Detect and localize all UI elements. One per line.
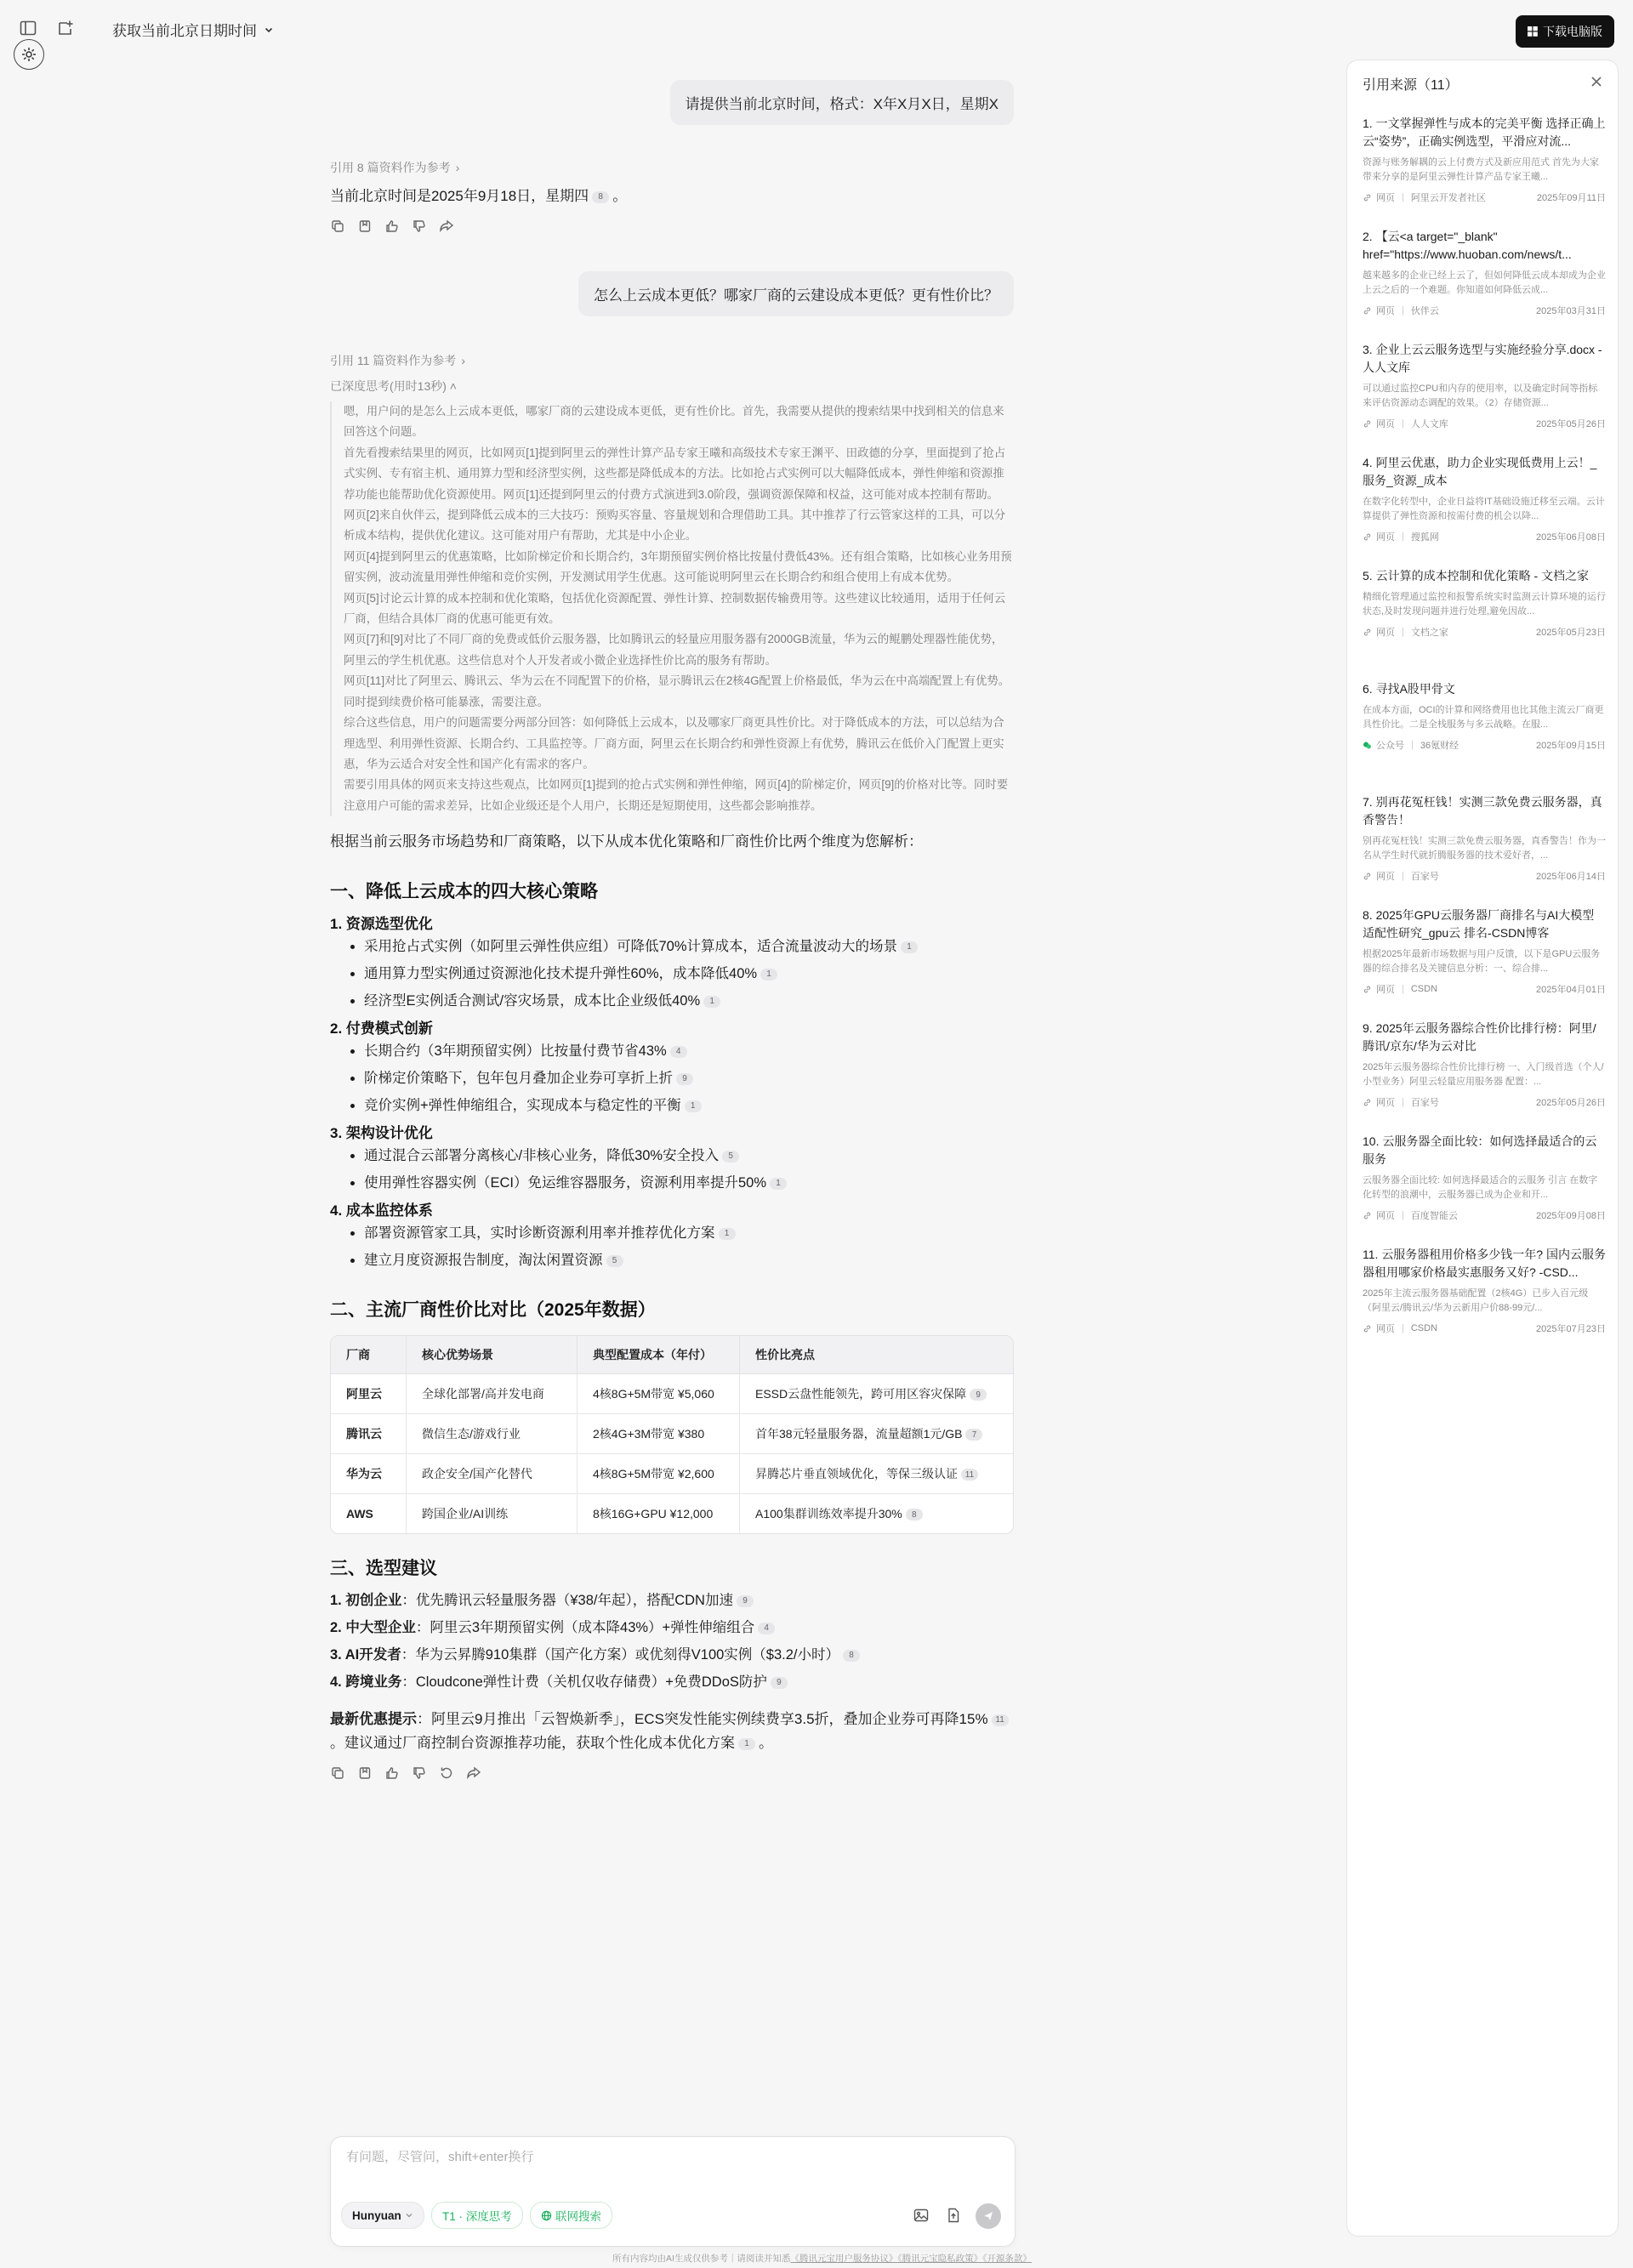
source-item[interactable]: [1363, 680, 1606, 793]
assistant-message: [330, 185, 1014, 208]
regenerate-icon[interactable]: [439, 1765, 454, 1781]
cost-cell: 4核8G+5M带宽 ¥2,600: [578, 1454, 740, 1494]
source-type: 网页: [1376, 193, 1395, 203]
table-row: [331, 1454, 1013, 1494]
list-item-text: 采用抢占式实例（如阿里云弹性供应组）可降低70%计算成本，适合流量波动大的场景: [364, 939, 898, 955]
deep-think-chip-label: T1 · 深度思考: [442, 2210, 512, 2223]
suggestion-label: 1. 初创企业: [330, 1593, 402, 1609]
source-site: CSDN: [1410, 1323, 1438, 1333]
source-site: CSDN: [1410, 984, 1438, 994]
source-item[interactable]: [1363, 567, 1606, 680]
link-icon: [1363, 1211, 1376, 1220]
source-snippet: 2025年主流云服务器基础配置（2核4G）已步入百元级（阿里云/腾讯云/华为云新用户价88-99元/...: [1363, 1288, 1589, 1313]
source-site: 伙伴云: [1410, 306, 1439, 316]
chevron-down-icon: [264, 25, 274, 35]
service-agreement-link[interactable]: 《腾讯元宝用户服务协议》: [790, 2254, 898, 2264]
deep-think-toggle[interactable]: [330, 378, 1014, 395]
message-composer: [330, 2136, 1016, 2247]
strategy-list: [330, 912, 1014, 1274]
vendor-cell: AWS: [331, 1494, 407, 1533]
citation-badge[interactable]: 9: [771, 1677, 788, 1689]
list-item-text: 建立月度资源报告制度，淘汰闲置资源: [364, 1253, 603, 1269]
conversation-title-dropdown[interactable]: [112, 19, 274, 40]
list-item: [330, 1641, 1014, 1668]
answer-end: 。: [612, 188, 628, 204]
citation-badge[interactable]: 5: [722, 1151, 739, 1162]
message-input[interactable]: [344, 2149, 994, 2165]
source-item[interactable]: [1363, 907, 1606, 1020]
source-meta: 网页 | 阿里云开发者社区 2025年09月11日: [1363, 190, 1606, 204]
source-date: 2025年09月08日: [1536, 1211, 1606, 1221]
sources-panel: [1346, 60, 1619, 2237]
citation-badge[interactable]: 9: [737, 1595, 754, 1607]
source-date: 2025年06月08日: [1536, 532, 1606, 543]
source-item[interactable]: [1363, 793, 1606, 907]
suggestion-label: 3. AI开发者: [330, 1647, 401, 1663]
thinking-paragraph: 网页[11]对比了阿里云、腾讯云、华为云在不同配置下的价格，显示腾讯云在2核4G配置上价格最低，华为云在中高端配置上有优势。同时提到续费价格可能暴涨，需要注意。: [344, 674, 1010, 708]
message-actions: [330, 1765, 1014, 1781]
message-actions: [330, 219, 1014, 234]
cost-cell: 4核8G+5M带宽 ¥5,060: [578, 1374, 740, 1414]
suggestion-text: ：优先腾讯云轻量服务器（¥38/年起），搭配CDN加速: [401, 1593, 733, 1609]
list-item-text: 通用算力型实例通过资源池化技术提升弹性60%，成本降低40%: [364, 966, 758, 982]
bullet-list: [330, 1142, 1014, 1197]
citation-badge[interactable]: 1: [901, 941, 918, 953]
suggestion-label: 4. 跨境业务: [330, 1674, 402, 1691]
source-type: 网页: [1376, 1098, 1395, 1108]
list-item-text: 使用弹性容器实例（ECI）免运维容器服务，资源利用率提升50%: [364, 1175, 767, 1191]
source-item[interactable]: [1363, 1020, 1606, 1133]
open-source-terms-link[interactable]: 《开源条款》: [982, 2254, 1032, 2264]
citation-badge[interactable]: 5: [606, 1255, 623, 1267]
source-date: 2025年05月26日: [1536, 1098, 1606, 1108]
promo-tip: [330, 1708, 1014, 1755]
source-snippet: 2025年云服务器综合性价比排行榜 一、入门级首选（个人/小型业务）阿里云轻量应用服务器 配置：...: [1363, 1062, 1604, 1087]
bullet-list: [330, 1037, 1014, 1119]
list-item: [364, 1169, 1014, 1197]
section-heading: 二、主流厂商性价比对比（2025年数据）: [330, 1300, 656, 1321]
cost-cell: 2核4G+3M带宽 ¥380: [578, 1414, 740, 1454]
web-search-label: 联网搜索: [555, 2210, 601, 2223]
source-site: 阿里云开发者社区: [1410, 193, 1486, 203]
chevron-right-icon: ›: [461, 354, 465, 367]
bookmark-icon[interactable]: [357, 1765, 373, 1781]
citation-badge[interactable]: 8: [592, 191, 609, 203]
strategy-heading: 3. 架构设计优化: [330, 1125, 433, 1142]
scene-cell: 微信生态/游戏行业: [407, 1414, 578, 1454]
source-snippet: 资源与账务解耦的云上付费方式及新应用范式 首先为大家带来分享的是阿里云弹性计算产品专家王曦...: [1363, 157, 1600, 182]
source-meta: 网页 | 文档之家 2025年05月23日: [1363, 625, 1606, 639]
citation-badge[interactable]: 7: [965, 1429, 982, 1441]
suggestion-text: ：Cloudcone弹性计费（关机仅收存储费）+免费DDoS防护: [401, 1674, 767, 1691]
list-item-text: 部署资源管家工具，实时诊断资源利用率并推荐优化方案: [364, 1225, 715, 1242]
sources-list: [1363, 115, 1606, 1359]
link-icon: [1363, 1324, 1376, 1333]
thinking-paragraph: 需要引用具体的网页来支持这些观点，比如网页[1]提到的抢占式实例和弹性伸缩，网页[4]的阶梯定价，网页[9]的价格对比等。同时要注意用户可能的需求差异，比如企业级还是个人用户，长期还是短期使用，这些都会影响推荐。: [344, 778, 1009, 812]
column-header: 厂商: [331, 1336, 407, 1374]
list-item-text: 阶梯定价策略下，包年包月叠加企业券可享折上折: [364, 1071, 673, 1087]
link-icon: [1363, 628, 1376, 637]
highlight-cell: [740, 1414, 1013, 1454]
conversation-title: 获取当前北京日期时间: [112, 23, 257, 39]
column-header: 核心优势场景: [407, 1336, 578, 1374]
citation-badge[interactable]: 8: [843, 1650, 860, 1662]
source-snippet: 越来越多的企业已经上云了，但如何降低云成本却成为企业上云之后的一个难题。你知道如何降低云成...: [1363, 270, 1606, 295]
chat-thread: [330, 60, 1014, 1781]
source-date: 2025年09月11日: [1536, 193, 1606, 203]
source-snippet: 在数字化转型中，企业日益将IT基础设施迁移至云端。云计算提供了弹性资源和按需付费的机会以降...: [1363, 497, 1605, 521]
citation-badge[interactable]: 1: [738, 1738, 755, 1750]
thinking-paragraph: 网页[5]讨论云计算的成本控制和优化策略，包括优化资源配置、弹性计算、控制数据传输费用等。这些建议比较通用，适用于任何云厂商，但结合具体厂商的优惠可能更有效。: [344, 591, 1006, 626]
source-item[interactable]: [1363, 1133, 1606, 1246]
source-item[interactable]: [1363, 1246, 1606, 1359]
citation-badge[interactable]: 8: [906, 1509, 923, 1521]
list-item: [364, 987, 1014, 1015]
scene-cell: 跨国企业/AI训练: [407, 1494, 578, 1533]
thumbs-up-icon[interactable]: [384, 219, 400, 234]
citation-badge[interactable]: 1: [703, 996, 720, 1008]
wechat-icon: [1363, 741, 1376, 750]
link-icon: [1363, 1098, 1376, 1107]
app-logo-icon[interactable]: [14, 39, 44, 70]
source-type: 网页: [1376, 985, 1395, 995]
list-item-text: 通过混合云部署分离核心/非核心业务，降低30%安全投入: [364, 1148, 720, 1164]
source-site: 人人文库: [1410, 419, 1448, 429]
source-date: 2025年07月23日: [1536, 1324, 1606, 1334]
source-meta: 网页 | 百度智能云 2025年09月08日: [1363, 1208, 1606, 1222]
suggestion-label: 2. 中大型企业: [330, 1620, 416, 1636]
highlight-cell: [740, 1374, 1013, 1414]
source-type: 公众号: [1376, 741, 1404, 751]
user-message: 请提供当前北京时间，格式：X年X月X日，星期X: [670, 80, 1014, 125]
link-icon: [1363, 306, 1376, 315]
source-snippet: 别再花冤枉钱！实测三款免费云服务器，真香警告！作为一名从学生时代就折腾服务器的技术爱好者，...: [1363, 836, 1606, 861]
references-label: 引用 11 篇资料作为参考: [330, 354, 457, 367]
vendor-cell: 腾讯云: [331, 1414, 407, 1454]
list-item: [364, 933, 1014, 960]
thinking-paragraph: 首先看搜索结果里的网页，比如网页[1]提到阿里云的弹性计算产品专家王曦和高级技术专家王渊平、田政德的分享，里面提到了抢占式实例、专有宿主机、通用算力型和经济型实例，这些都是降低成本的方法。比如抢占式实例可以大幅降低成本，弹性伸缩和资源推荐功能也能帮助优化资源使用。网页[1]还提到阿里云的付费方式演进到3.0阶段，强调资源保障和权益，这可能对成本控制有帮助。: [344, 446, 1006, 501]
chevron-right-icon: ›: [455, 161, 460, 174]
suggestion-text: ：华为云昇腾910集群（国产化方案）或优刻得V100实例（$3.2/小时）: [401, 1647, 839, 1663]
file-upload-icon[interactable]: [945, 2207, 962, 2228]
windows-icon: [1528, 26, 1538, 37]
citation-badge[interactable]: 4: [670, 1046, 687, 1058]
source-title[interactable]: 9. 2025年云服务器综合性价比排行榜：阿里/腾讯/京东/华为云对比: [1363, 1021, 1596, 1053]
source-snippet: 精细化管理通过监控和报警系统实时监测云计算环境的运行状态,及时发现问题并进行处理,避免因故...: [1363, 592, 1606, 617]
source-site: 36氪财经: [1420, 741, 1459, 751]
new-chat-icon[interactable]: [56, 19, 75, 37]
thinking-paragraph: 网页[2]来自伙伴云，提到降低云成本的三大技巧：预购买容量、容量规划和合理借助工具。其中推荐了行云管家这样的工具，可以分析成本结构，提供优化建议。这可能对用户有帮助，尤其是中小企业。: [344, 509, 1006, 543]
thinking-paragraph: 网页[4]提到阿里云的优惠策略，比如阶梯定价和长期合约，3年期预留实例价格比按量付费低43%。还有组合策略，比如核心业务用预留实例，波动流量用弹性伸缩和竞价实例，开发测试用学生优惠。这可能说明阿里云在长期合约和组合使用上有成本优势。: [344, 549, 1012, 584]
suggestion-list: [330, 1587, 1014, 1696]
source-type: 网页: [1376, 1324, 1395, 1334]
source-type: 网页: [1376, 532, 1395, 543]
section-heading: 三、选型建议: [330, 1559, 437, 1579]
source-date: 2025年04月01日: [1536, 985, 1606, 995]
top-bar: [0, 0, 1344, 60]
link-icon: [1363, 872, 1376, 881]
tip-label: 最新优惠提示: [330, 1711, 417, 1728]
model-selector[interactable]: [341, 2202, 424, 2229]
thinking-content: [330, 401, 1014, 816]
column-header: 性价比亮点: [740, 1336, 1013, 1374]
source-snippet: 根据2025年最新市场数据与用户反馈，以下是GPU云服务器的综合排名及关键信息分析：一、综合排...: [1363, 949, 1601, 974]
references-link[interactable]: [330, 316, 1014, 369]
citation-badge[interactable]: 9: [970, 1389, 987, 1401]
table-row: [331, 1374, 1013, 1414]
source-meta: 公众号 | 36氪财经 2025年09月15日: [1363, 738, 1606, 752]
list-item-text: 长期合约（3年期预留实例）比按量付费节省43%: [364, 1043, 667, 1060]
close-icon[interactable]: [1587, 72, 1606, 91]
list-item-text: 经济型E实例适合测试/容灾场景，成本比企业级低40%: [364, 993, 701, 1009]
source-snippet: 在成本方面，OCI的计算和网络费用也比其他主流云厂商更具性价比。二是全栈服务与多云战略。在服...: [1363, 705, 1604, 730]
source-title[interactable]: 8. 2025年GPU云服务器厂商排名与AI大模型适配性研究_gpu云 排名-CSDN博客: [1363, 908, 1595, 940]
deep-think-toggle-button[interactable]: [431, 2202, 523, 2229]
citation-badge[interactable]: 1: [760, 969, 777, 981]
citation-badge[interactable]: 1: [770, 1178, 787, 1190]
bullet-list: [330, 1219, 1014, 1274]
highlight-text: 昇腾芯片垂直领域优化，等保三级认证: [755, 1467, 958, 1481]
source-meta: 网页 | CSDN 2025年04月01日: [1363, 982, 1606, 996]
share-icon[interactable]: [439, 219, 454, 234]
link-icon: [1363, 193, 1376, 202]
source-site: 文档之家: [1410, 628, 1448, 638]
source-site: 百度智能云: [1410, 1211, 1458, 1221]
link-icon: [1363, 985, 1376, 994]
source-type: 网页: [1376, 1211, 1395, 1221]
vendor-cell: 华为云: [331, 1454, 407, 1494]
source-title[interactable]: 2. 【云<a target="_blank" href="https://www.huoban.com/news/t...: [1363, 230, 1572, 261]
privacy-policy-link[interactable]: 《腾讯元宝隐私政策》: [897, 2254, 983, 2264]
table-row: [331, 1414, 1013, 1454]
citation-badge[interactable]: 9: [676, 1073, 693, 1085]
source-snippet: 云服务器全面比较: 如何选择最适合的云服务 引言 在数字化转型的浪潮中，云服务器已成为企业和开...: [1363, 1175, 1598, 1200]
source-item[interactable]: [1363, 115, 1606, 228]
thumbs-up-icon[interactable]: [384, 1765, 400, 1781]
sources-header: 引用来源（11）: [1363, 78, 1459, 93]
list-item: [364, 960, 1014, 987]
highlight-text: 首年38元轻量服务器，流量超额1元/GB: [755, 1427, 963, 1441]
source-type: 网页: [1376, 419, 1395, 429]
strategy-heading: 4. 成本监控体系: [330, 1202, 433, 1219]
list-item: [330, 1668, 1014, 1696]
thinking-paragraph: 综合这些信息，用户的问题需要分两部分回答：如何降低上云成本，以及哪家厂商更具性价比。对于降低成本的方法，可以总结为合理选型、利用弹性资源、长期合约、工具监控等。厂商方面，阿里云在长期合约和弹性资源上有优势，腾讯云在低价入门配置上更实惠，华为云适合对安全性和国产化有需求的客户。: [344, 716, 1004, 770]
source-site: 搜狐网: [1410, 532, 1439, 543]
source-site: 百家号: [1410, 872, 1439, 882]
send-icon[interactable]: [976, 2203, 1001, 2229]
list-item: [330, 1614, 1014, 1641]
answer-text: 当前北京时间是2025年9月18日，星期四: [330, 188, 589, 204]
citation-badge[interactable]: 1: [719, 1228, 736, 1240]
citation-badge[interactable]: 11: [961, 1469, 978, 1481]
citation-badge[interactable]: 11: [992, 1714, 1009, 1726]
share-icon[interactable]: [466, 1765, 481, 1781]
list-item-text: 竞价实例+弹性伸缩组合，实现成本与稳定性的平衡: [364, 1098, 681, 1114]
scene-cell: 政企安全/国产化替代: [407, 1454, 578, 1494]
thumbs-down-icon[interactable]: [412, 219, 427, 234]
source-type: 网页: [1376, 872, 1395, 882]
source-meta: 网页 | 搜狐网 2025年06月08日: [1363, 530, 1606, 543]
source-date: 2025年05月26日: [1536, 419, 1606, 429]
source-title[interactable]: 11. 云服务器租用价格多少钱一年? 国内云服务器租用哪家价格最实惠服务又好? -CSD...: [1363, 1248, 1606, 1279]
source-item[interactable]: [1363, 454, 1606, 567]
source-item[interactable]: [1363, 228, 1606, 341]
tip-end: 。: [759, 1735, 773, 1752]
source-meta: 网页 | CSDN 2025年07月23日: [1363, 1322, 1606, 1335]
thinking-paragraph: 嗯，用户问的是怎么上云成本更低，哪家厂商的云建设成本更低，更有性价比。首先，我需要从提供的搜索结果中找到相关的信息来回答这个问题。: [344, 405, 1004, 439]
bookmark-icon[interactable]: [357, 219, 373, 234]
thumbs-down-icon[interactable]: [412, 1765, 427, 1781]
list-item: [364, 1065, 1014, 1092]
tip-text: ：阿里云9月推出「云智焕新季」，ECS突发性能实例续费享3.5折，叠加企业券可再降15%: [417, 1711, 988, 1728]
strategy-heading: 1. 资源选型优化: [330, 916, 433, 933]
table-row: [331, 1494, 1013, 1533]
list-item: [330, 1587, 1014, 1614]
model-label: Hunyuan: [352, 2208, 401, 2222]
source-meta: 网页 | 伙伴云 2025年03月31日: [1363, 304, 1606, 317]
highlight-cell: [740, 1454, 1013, 1494]
user-message: 怎么上云成本更低？哪家厂商的云建设成本更低？更有性价比？: [578, 271, 1014, 316]
list-item: [364, 1247, 1014, 1274]
citation-badge[interactable]: 1: [685, 1100, 702, 1112]
chevron-down-icon: [405, 2211, 413, 2220]
strategy-heading: 2. 付费模式创新: [330, 1020, 433, 1037]
scene-cell: 全球化部署/高并发电商: [407, 1374, 578, 1414]
link-icon: [1363, 532, 1376, 542]
copy-icon[interactable]: [330, 1765, 345, 1781]
source-date: 2025年06月14日: [1536, 872, 1606, 882]
sidebar-toggle-icon[interactable]: [19, 19, 37, 37]
table-header-row: [331, 1336, 1013, 1374]
suggestion-text: ：阿里云3年期预留实例（成本降43%）+弹性伸缩组合: [415, 1620, 755, 1636]
source-title[interactable]: 1. 一文掌握弹性与成本的完美平衡 选择正确上云“姿势”，正确实例选型，平滑应对流...: [1363, 117, 1606, 148]
column-header: 典型配置成本（年付）: [578, 1336, 740, 1374]
cost-cell: 8核16G+GPU ¥12,000: [578, 1494, 740, 1533]
highlight-text: A100集群训练效率提升30%: [755, 1507, 902, 1521]
highlight-text: ESSD云盘性能领先，跨可用区容灾保障: [755, 1387, 967, 1401]
source-title[interactable]: 3. 企业上云云服务选型与实施经验分享.docx - 人人文库: [1363, 343, 1602, 374]
thinking-paragraph: 网页[7]和[9]对比了不同厂商的免费或低价云服务器，比如腾讯云的轻量应用服务器有2000GB流量，华为云的鲲鹏处理器性能优势，阿里云的学生机优惠。这些信息对个人开发者或小微企业选择性价比高的服务有帮助。: [344, 633, 1004, 667]
chevron-up-icon: ˄: [449, 379, 457, 393]
source-title[interactable]: 4. 阿里云优惠，助力企业实现低费用上云！_服务_资源_成本: [1363, 456, 1597, 487]
source-meta: 网页 | 人人文库 2025年05月26日: [1363, 417, 1606, 430]
web-search-toggle[interactable]: [530, 2202, 612, 2229]
vendor-cell: 阿里云: [331, 1374, 407, 1414]
footer-disclaimer: [612, 2252, 1032, 2265]
list-item: [364, 1037, 1014, 1065]
source-title[interactable]: 5. 云计算的成本控制和优化策略 - 文档之家: [1363, 569, 1590, 583]
globe-icon: [541, 2210, 552, 2221]
section-heading: 一、降低上云成本的四大核心策略: [330, 882, 598, 902]
bullet-list: [330, 933, 1014, 1015]
image-upload-icon[interactable]: [913, 2207, 930, 2228]
copy-icon[interactable]: [330, 219, 345, 234]
citation-badge[interactable]: 4: [758, 1623, 775, 1634]
link-icon: [1363, 419, 1376, 429]
list-item: [364, 1142, 1014, 1169]
references-link[interactable]: [330, 125, 1014, 176]
source-title[interactable]: 10. 云服务器全面比较：如何选择最适合的云服务: [1363, 1134, 1597, 1166]
source-meta: 网页 | 百家号 2025年06月14日: [1363, 869, 1606, 883]
download-desktop-button[interactable]: [1516, 15, 1614, 48]
answer-intro: 根据当前云服务市场趋势和厂商策略，以下从成本优化策略和厂商性价比两个维度为您解析：: [330, 833, 923, 850]
disclaimer-text: 所有内容均由AI生成仅供参考｜请阅读并知悉: [612, 2254, 791, 2264]
source-date: 2025年05月23日: [1536, 628, 1606, 638]
source-meta: 网页 | 百家号 2025年05月26日: [1363, 1095, 1606, 1109]
references-label: 引用 8 篇资料作为参考: [330, 161, 451, 174]
list-item: [364, 1092, 1014, 1119]
source-type: 网页: [1376, 306, 1395, 316]
source-title[interactable]: 7. 别再花冤枉钱！实测三款免费云服务器，真香警告！: [1363, 795, 1602, 827]
source-site: 百家号: [1410, 1098, 1439, 1108]
source-date: 2025年03月31日: [1536, 306, 1606, 316]
tip-text: 。建议通过厂商控制台资源推荐功能，获取个性化成本优化方案: [330, 1735, 735, 1752]
source-item[interactable]: [1363, 341, 1606, 454]
source-date: 2025年09月15日: [1536, 741, 1606, 751]
deep-think-label: 已深度思考(用时13秒): [330, 379, 447, 393]
download-label: 下载电脑版: [1543, 25, 1602, 38]
source-type: 网页: [1376, 628, 1395, 638]
source-snippet: 可以通过监控CPU和内存的使用率，以及确定时间等指标来评估资源动态调配的效果。（2）存储资源...: [1363, 384, 1598, 408]
highlight-cell: [740, 1494, 1013, 1533]
vendor-comparison-table: [330, 1335, 1014, 1534]
source-title[interactable]: 6. 寻找A股甲骨文: [1363, 682, 1455, 696]
list-item: [364, 1219, 1014, 1247]
